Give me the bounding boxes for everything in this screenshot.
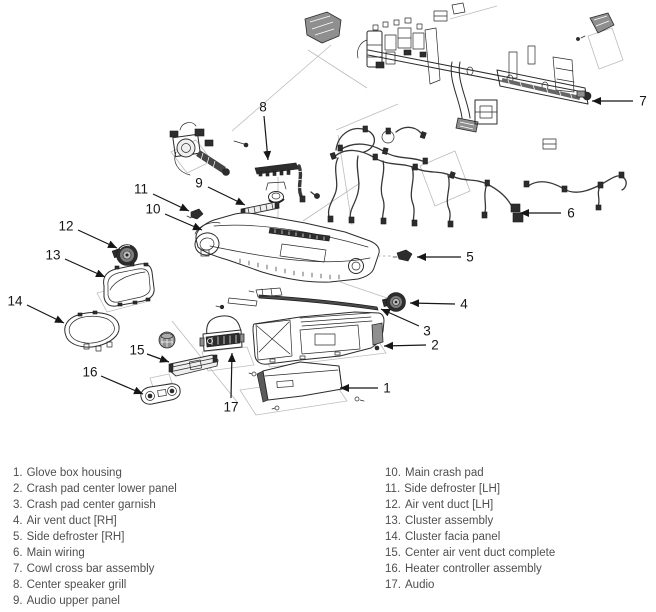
callout-number: 14 bbox=[7, 293, 23, 309]
part-heater-controller-assembly bbox=[141, 384, 180, 404]
legend-item bbox=[13, 545, 177, 561]
legend-item-number: 1. bbox=[13, 467, 23, 479]
part-center-speaker-grill bbox=[255, 163, 298, 176]
callout-number: 8 bbox=[259, 99, 267, 115]
part-center-air-vent-duct bbox=[169, 355, 218, 376]
legend-item bbox=[13, 561, 177, 577]
legend-item bbox=[385, 465, 555, 481]
legend-item-label: Cluster facia panel bbox=[405, 531, 501, 543]
callout-number: 9 bbox=[195, 175, 203, 191]
callout-number: 16 bbox=[82, 364, 98, 380]
callout-number: 7 bbox=[639, 93, 647, 109]
legend-item bbox=[385, 545, 555, 561]
callout-6 bbox=[520, 206, 575, 221]
legend-item-label: Cowl cross bar assembly bbox=[26, 563, 155, 575]
part-glove-box-housing bbox=[249, 362, 364, 410]
legend-item-label: Air vent duct [LH] bbox=[405, 499, 494, 511]
callout-number: 2 bbox=[431, 337, 439, 353]
callout-number: 6 bbox=[567, 205, 575, 221]
callout-number: 13 bbox=[45, 247, 61, 263]
part-crash-pad-center-lower-panel bbox=[253, 312, 384, 364]
legend-item-number: 4. bbox=[13, 515, 23, 527]
legend-item bbox=[13, 497, 177, 513]
legend-item-label: Center speaker grill bbox=[26, 579, 127, 591]
callout-17 bbox=[223, 353, 238, 415]
callout-2 bbox=[384, 338, 439, 353]
legend-item bbox=[385, 529, 555, 545]
legend-item-number: 8. bbox=[13, 579, 23, 591]
legend-item bbox=[385, 513, 555, 529]
part-air-vent-duct-rh bbox=[382, 293, 405, 312]
callout-number: 15 bbox=[129, 342, 145, 358]
legend-column-left bbox=[13, 465, 177, 609]
callout-number: 3 bbox=[423, 323, 431, 339]
legend-item-number: 17. bbox=[385, 579, 401, 591]
legend-column-right bbox=[385, 465, 555, 593]
legend-item-number: 3. bbox=[13, 499, 23, 511]
legend-item bbox=[13, 593, 177, 609]
legend-item-label: Audio bbox=[405, 579, 435, 591]
legend-item-label: Glove box housing bbox=[26, 467, 122, 479]
callout-number: 5 bbox=[466, 249, 474, 265]
part-cluster-facia-panel bbox=[65, 311, 119, 351]
callout-13 bbox=[45, 248, 105, 278]
callout-number: 11 bbox=[133, 181, 149, 197]
legend-item-label: Side defroster [LH] bbox=[404, 483, 501, 495]
legend-item-number: 11. bbox=[385, 483, 401, 495]
callout-12 bbox=[58, 219, 117, 249]
legend-item-number: 7. bbox=[13, 563, 23, 575]
small-round-component bbox=[159, 332, 175, 348]
legend-item bbox=[385, 481, 555, 497]
legend-item-number: 14. bbox=[385, 531, 401, 543]
part-cluster-assembly bbox=[104, 263, 155, 306]
part-crash-pad-center-garnish bbox=[249, 288, 378, 310]
callout-3 bbox=[381, 309, 431, 339]
legend-item-label: Audio upper panel bbox=[26, 595, 120, 607]
legend-item bbox=[385, 577, 555, 593]
callout-7 bbox=[592, 94, 647, 109]
callout-number: 4 bbox=[460, 296, 468, 312]
part-side-defroster-rh bbox=[378, 250, 412, 261]
steering-column-assembly bbox=[170, 123, 248, 176]
callout-number: 10 bbox=[145, 201, 161, 217]
legend-item bbox=[385, 497, 555, 513]
legend-item-label: Air vent duct [RH] bbox=[26, 515, 117, 527]
legend-item-label: Cluster assembly bbox=[405, 515, 494, 527]
legend-item-number: 5. bbox=[13, 531, 23, 543]
wiring-connectors bbox=[300, 126, 624, 227]
legend-item bbox=[13, 481, 177, 497]
callout-number: 12 bbox=[58, 218, 74, 234]
legend-item-label: Main wiring bbox=[26, 547, 85, 559]
legend-item-label: Center air vent duct complete bbox=[405, 547, 556, 559]
part-side-defroster-lh bbox=[187, 209, 203, 219]
part-cowl-cross-bar-assembly bbox=[305, 3, 614, 149]
legend-item-number: 2. bbox=[13, 483, 23, 495]
callout-5 bbox=[417, 250, 474, 265]
legend-item-label: Main crash pad bbox=[405, 467, 484, 479]
legend-item-label: Crash pad center lower panel bbox=[26, 483, 177, 495]
callout-14 bbox=[7, 294, 64, 324]
part-main-wiring bbox=[297, 126, 626, 227]
legend-item-number: 13. bbox=[385, 515, 401, 527]
legend-item bbox=[13, 465, 177, 481]
legend-item-number: 16. bbox=[385, 563, 401, 575]
callout-16 bbox=[82, 365, 143, 395]
legend-item bbox=[13, 529, 177, 545]
callout-number: 1 bbox=[383, 380, 391, 396]
legend-item bbox=[13, 577, 177, 593]
legend-item-label: Side defroster [RH] bbox=[26, 531, 125, 543]
center-speaker-dome bbox=[266, 182, 286, 203]
callout-9 bbox=[195, 176, 245, 206]
legend-item-number: 9. bbox=[13, 595, 23, 607]
legend-item-number: 6. bbox=[13, 547, 23, 559]
legend-item-number: 10. bbox=[385, 467, 401, 479]
legend-item-label: Crash pad center garnish bbox=[26, 499, 156, 511]
part-main-crash-pad bbox=[193, 213, 379, 309]
legend-item-number: 15. bbox=[385, 547, 401, 559]
legend-item-number: 12. bbox=[385, 499, 401, 511]
legend-item bbox=[385, 561, 555, 577]
legend-item-label: Heater controller assembly bbox=[405, 563, 542, 575]
legend-item bbox=[13, 513, 177, 529]
callout-4 bbox=[410, 297, 468, 312]
projection-lines bbox=[97, 6, 623, 415]
callout-11 bbox=[134, 182, 189, 212]
callout-8 bbox=[259, 100, 268, 161]
part-audio bbox=[200, 316, 244, 351]
callout-number: 17 bbox=[223, 399, 239, 415]
callout-1 bbox=[340, 381, 391, 396]
